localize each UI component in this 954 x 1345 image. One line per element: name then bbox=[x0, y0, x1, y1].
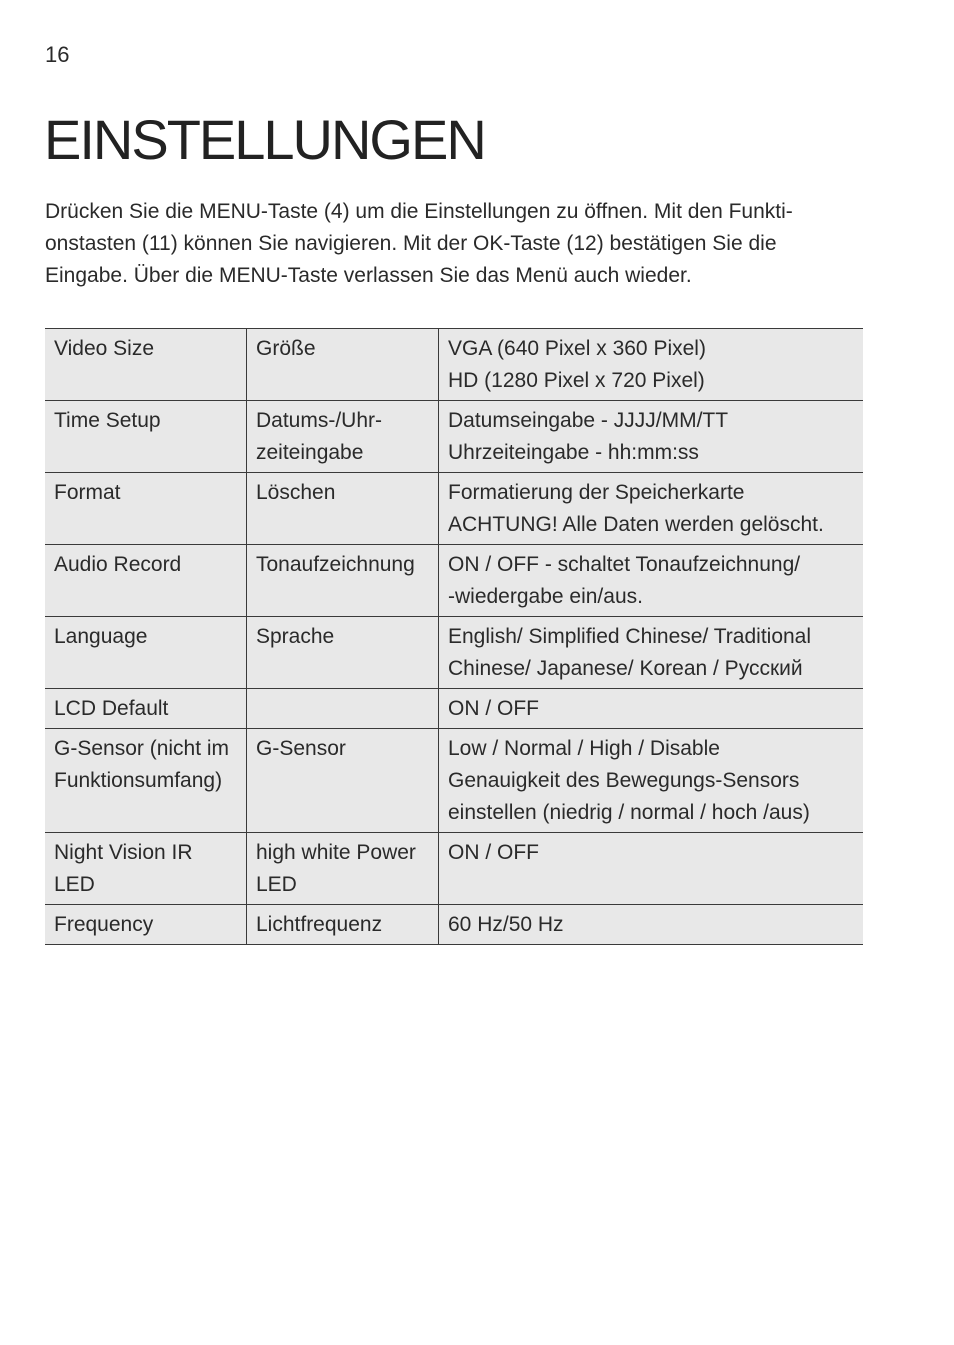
description-cell bbox=[439, 729, 864, 833]
cell-text: -wiedergabe ein/aus. bbox=[448, 585, 643, 608]
cell-text: Low / Normal / High / Disable bbox=[448, 737, 720, 760]
cell-text: Uhrzeiteingabe - hh:mm:ss bbox=[448, 441, 699, 464]
german-label-cell bbox=[247, 905, 439, 945]
setting-name-cell bbox=[45, 617, 247, 689]
description-cell bbox=[439, 689, 864, 729]
setting-name-cell bbox=[45, 689, 247, 729]
cell-text: Language bbox=[54, 625, 148, 648]
cell-text: LED bbox=[256, 873, 297, 896]
setting-name-cell bbox=[45, 905, 247, 945]
settings-table bbox=[45, 328, 863, 945]
description-cell bbox=[439, 545, 864, 617]
table-row bbox=[45, 545, 863, 617]
cell-text: ON / OFF bbox=[448, 841, 539, 864]
table-row bbox=[45, 473, 863, 545]
cell-text: G-Sensor (nicht im bbox=[54, 737, 230, 760]
setting-name-cell bbox=[45, 545, 247, 617]
intro-paragraph bbox=[45, 196, 845, 292]
cell-text: LED bbox=[54, 873, 95, 896]
cell-text: Löschen bbox=[256, 481, 336, 504]
german-label-cell bbox=[247, 833, 439, 905]
table-row bbox=[45, 833, 863, 905]
cell-text: English/ Simplified Chinese/ Traditional bbox=[448, 625, 812, 648]
intro-line: Drücken Sie die MENU-Taste (4) um die Einstellungen zu öffnen. Mit den Funkti- bbox=[45, 200, 793, 223]
table-row bbox=[45, 401, 863, 473]
german-label-cell bbox=[247, 473, 439, 545]
german-label-cell bbox=[247, 329, 439, 401]
cell-text: G-Sensor bbox=[256, 737, 346, 760]
cell-text: Größe bbox=[256, 337, 316, 360]
cell-text: Chinese/ Japanese/ Korean / Русский bbox=[448, 657, 803, 680]
cell-text: Genauigkeit des Bewegungs-Sensors bbox=[448, 769, 800, 792]
description-cell bbox=[439, 617, 864, 689]
german-label-cell bbox=[247, 545, 439, 617]
cell-text: Datums-/Uhr- bbox=[256, 409, 383, 432]
cell-text: Tonaufzeichnung bbox=[256, 553, 415, 576]
table-row bbox=[45, 689, 863, 729]
page-title: EINSTELLUNGEN bbox=[44, 108, 485, 171]
cell-text: einstellen (niedrig / normal / hoch /aus) bbox=[448, 801, 810, 824]
cell-text: Sprache bbox=[256, 625, 335, 648]
cell-text: Frequency bbox=[54, 913, 154, 936]
cell-text: Lichtfrequenz bbox=[256, 913, 383, 936]
cell-text: VGA (640 Pixel x 360 Pixel) bbox=[448, 337, 706, 360]
cell-text: zeiteingabe bbox=[256, 441, 364, 464]
page-number: 16 bbox=[45, 42, 70, 67]
cell-text: Funktionsumfang) bbox=[54, 769, 223, 792]
settings-table-body bbox=[45, 329, 863, 945]
cell-text: ON / OFF bbox=[448, 697, 539, 720]
cell-text: Time Setup bbox=[54, 409, 161, 432]
table-row bbox=[45, 729, 863, 833]
cell-text: ACHTUNG! Alle Daten werden gelöscht. bbox=[448, 513, 824, 536]
german-label-cell bbox=[247, 401, 439, 473]
cell-text: Audio Record bbox=[54, 553, 182, 576]
cell-text: Format bbox=[54, 481, 121, 504]
german-label-cell bbox=[247, 729, 439, 833]
description-cell bbox=[439, 833, 864, 905]
description-cell bbox=[439, 905, 864, 945]
cell-text: Datumseingabe - JJJJ/MM/TT bbox=[448, 409, 729, 432]
cell-text: HD (1280 Pixel x 720 Pixel) bbox=[448, 369, 705, 392]
cell-text: LCD Default bbox=[54, 697, 169, 720]
setting-name-cell bbox=[45, 833, 247, 905]
intro-line: onstasten (11) können Sie navigieren. Mit der OK-Taste (12) bestätigen Sie die bbox=[45, 232, 777, 255]
setting-name-cell bbox=[45, 329, 247, 401]
description-cell bbox=[439, 401, 864, 473]
cell-text: high white Power bbox=[256, 841, 416, 864]
cell-text: 60 Hz/50 Hz bbox=[448, 913, 564, 936]
intro-line: Eingabe. Über die MENU-Taste verlassen Sie das Menü auch wieder. bbox=[45, 264, 692, 287]
table-row bbox=[45, 905, 863, 945]
description-cell bbox=[439, 473, 864, 545]
cell-text: Video Size bbox=[54, 337, 155, 360]
setting-name-cell bbox=[45, 401, 247, 473]
german-label-cell bbox=[247, 689, 439, 729]
table-row bbox=[45, 617, 863, 689]
cell-text: Night Vision IR bbox=[54, 841, 193, 864]
table-row bbox=[45, 329, 863, 401]
cell-text: ON / OFF - schaltet Tonaufzeichnung/ bbox=[448, 553, 801, 576]
cell-text: Formatierung der Speicherkarte bbox=[448, 481, 745, 504]
german-label-cell bbox=[247, 617, 439, 689]
setting-name-cell bbox=[45, 729, 247, 833]
setting-name-cell bbox=[45, 473, 247, 545]
description-cell bbox=[439, 329, 864, 401]
